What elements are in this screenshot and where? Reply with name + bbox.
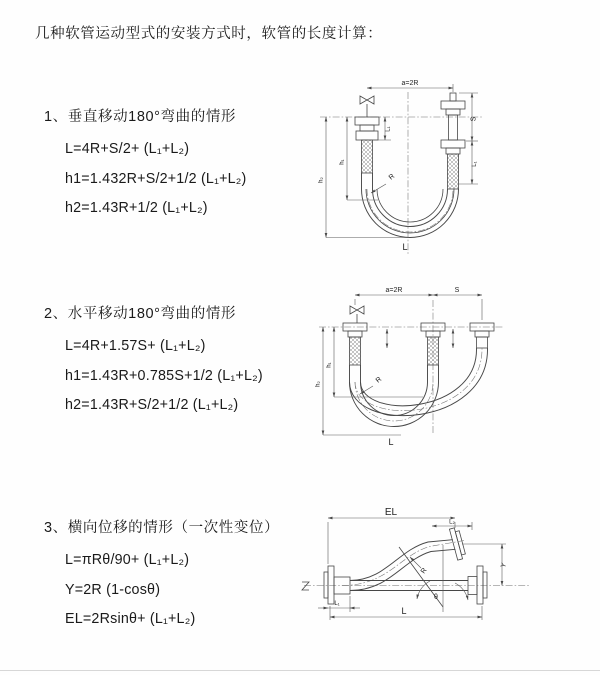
hose-u-bend bbox=[362, 173, 459, 237]
dim-label-h-outer: h₂ bbox=[318, 177, 325, 183]
left-hose-end bbox=[355, 117, 379, 173]
formula-y: Y=2R (1-cosθ) bbox=[65, 581, 161, 598]
el-dimension bbox=[328, 507, 455, 564]
break-mark bbox=[302, 582, 309, 590]
dim-label-el: EL bbox=[384, 507, 398, 518]
dim-label-radius: R bbox=[387, 172, 397, 182]
dim-label-span: a=2R bbox=[385, 287, 403, 294]
formula-l: L=4R+S/2+ (L₁+L₂) bbox=[65, 141, 190, 157]
dim-label-length: L bbox=[388, 437, 394, 447]
dim-label-s: S bbox=[454, 287, 460, 294]
top-dimension bbox=[367, 80, 453, 92]
valve-icon bbox=[360, 96, 374, 117]
dim-label-length: L bbox=[401, 606, 407, 616]
height-dimensions bbox=[319, 117, 410, 238]
dim-label-span: a=2R bbox=[401, 80, 419, 87]
dim-label-length: L bbox=[402, 242, 408, 252]
l1-dimension bbox=[318, 596, 360, 612]
left-small-dimension bbox=[368, 117, 392, 140]
dim-label-s: S bbox=[470, 116, 478, 122]
page-title: 几种软管运动型式的安装方式时，软管的长度计算： bbox=[35, 26, 383, 42]
page-edge-rule bbox=[0, 670, 600, 671]
formula-h2: h2=1.43R+S/2+1/2 (L₁+L₂) bbox=[65, 397, 239, 413]
small-dimensions bbox=[387, 329, 453, 348]
section-1-heading: 1、垂直移动180°弯曲的情形 bbox=[44, 109, 237, 125]
hose-s-curve bbox=[342, 540, 464, 591]
dim-label-l2: L₂ bbox=[449, 519, 455, 526]
dim-label-radius: R bbox=[374, 375, 384, 385]
diagram-lateral-displacement bbox=[296, 500, 596, 650]
y-dimension bbox=[462, 544, 508, 586]
dim-label-h-inner: h₁ bbox=[326, 362, 333, 368]
section-2-heading: 2、水平移动180°弯曲的情形 bbox=[44, 306, 237, 322]
dim-label-h-outer: h₂ bbox=[315, 381, 322, 387]
valve-icon bbox=[350, 306, 364, 323]
diagram-horizontal-180 bbox=[303, 282, 595, 464]
formula-h1: h1=1.432R+S/2+1/2 (L₁+L₂) bbox=[65, 170, 247, 187]
left-hose-end bbox=[324, 566, 350, 604]
hose-original-position bbox=[350, 566, 487, 604]
left-hose-end bbox=[343, 323, 367, 365]
dim-label-h-inner: h₁ bbox=[339, 159, 346, 165]
formula-h1: h1=1.43R+0.785S+1/2 (L₁+L₂) bbox=[65, 367, 263, 384]
right-hose-end bbox=[441, 93, 465, 189]
dim-label-l1-right: L₁ bbox=[472, 161, 478, 167]
dim-label-theta: θ bbox=[434, 594, 438, 601]
formula-l: L=πRθ/90+ (L₁+L₂) bbox=[65, 552, 190, 568]
dim-label-y: Y bbox=[500, 562, 509, 569]
section-horizontal-180 bbox=[44, 302, 316, 421]
dim-label-l1: L₁ bbox=[334, 601, 340, 607]
section-vertical-180 bbox=[44, 105, 316, 224]
diagram-vertical-180 bbox=[306, 72, 588, 262]
radius-callout bbox=[371, 173, 396, 193]
section-lateral-displacement bbox=[44, 516, 316, 635]
formula-h2: h2=1.43R+1/2 (L₁+L₂) bbox=[65, 200, 208, 216]
hose-position-1 bbox=[350, 365, 439, 427]
right-dimensions bbox=[459, 93, 478, 184]
formula-l: L=4R+1.57S+ (L₁+L₂) bbox=[65, 338, 206, 354]
centerline bbox=[302, 582, 530, 590]
dim-label-l1-left: L₁ bbox=[385, 126, 392, 132]
angle-construction bbox=[399, 545, 468, 612]
centerlines bbox=[319, 300, 503, 434]
upper-flange bbox=[449, 527, 466, 560]
top-dimension bbox=[355, 287, 482, 320]
section-3-heading: 3、横向位移的情形（一次性变位） bbox=[44, 520, 280, 536]
formula-el: EL=2Rsinθ+ (L₁+L₂) bbox=[65, 611, 196, 627]
dim-label-radius: R bbox=[419, 566, 429, 576]
